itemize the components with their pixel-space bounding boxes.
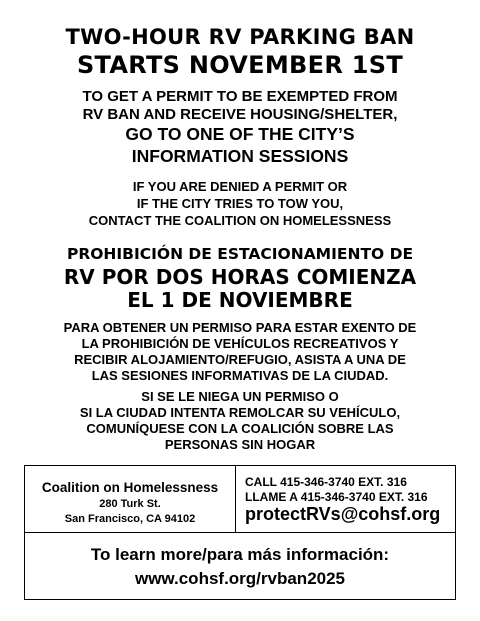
contact-email: protectRVs@cohsf.org (245, 504, 441, 524)
permit-en-line-2: RV BAN AND RECEIVE HOUSING/SHELTER, (82, 106, 398, 123)
learn-more-url: www.cohsf.org/rvban2025 (134, 569, 346, 588)
address-street: 280 Turk St. (99, 498, 161, 510)
phone-english: CALL 415-346-3740 EXT. 316 (245, 475, 407, 489)
contact-divider-horizontal (25, 532, 455, 533)
permit-es-line-3: RECIBIR ALOJAMIENTO/REFUGIO, ASISTA A UNA DE (74, 352, 406, 367)
permit-es-line-2: LA PROHIBICIÓN DE VEHÍCULOS RECREATIVOS Y (81, 336, 399, 351)
headline-es-line-2: RV POR DOS HORAS COMIENZA (63, 265, 417, 289)
denied-en-line-1: IF YOU ARE DENIED A PERMIT OR (132, 179, 348, 194)
phone-cell (245, 466, 455, 532)
headline-es-line-1: PROHIBICIÓN DE ESTACIONAMIENTO DE (66, 245, 414, 263)
headline-es-line-3: EL 1 DE NOVIEMBRE (127, 288, 353, 312)
permit-en-line-1: TO GET A PERMIT TO BE EXEMPTED FROM (82, 88, 398, 105)
denied-es-line-3: COMUNÍQUESE CON LA COALICIÓN SOBRE LAS (86, 421, 394, 436)
denied-en-line-3: CONTACT THE COALITION ON HOMELESSNESS (88, 213, 392, 228)
denied-es-line-4: PERSONAS SIN HOGAR (164, 437, 316, 452)
learn-more-label: To learn more/para más información: (90, 545, 390, 564)
phone-spanish: LLAME A 415-346-3740 EXT. 316 (245, 490, 428, 504)
denied-es-line-1: SI SE LE NIEGA UN PERMISO O (141, 389, 339, 404)
contact-divider-vertical (235, 466, 236, 532)
org-cell (25, 466, 235, 532)
permit-es-line-4: LAS SESIONES INFORMATIVAS DE LA CIUDAD. (91, 368, 389, 383)
headline-en-line-1: TWO-HOUR RV PARKING BAN (65, 25, 415, 49)
headline-en-line-2: STARTS NOVEMBER 1ST (76, 51, 404, 79)
denied-es-line-2: SI LA CIUDAD INTENTA REMOLCAR SU VEHÍCULO, (79, 405, 401, 420)
permit-es-line-1: PARA OBTENER UN PERMISO PARA ESTAR EXENTO DE (63, 320, 417, 335)
contact-box (24, 465, 456, 600)
org-name: Coalition on Homelessness (41, 480, 219, 495)
address-city: San Francisco, CA 94102 (64, 513, 196, 525)
denied-en-line-2: IF THE CITY TRIES TO TOW YOU, (136, 196, 344, 211)
permit-en-line-4: INFORMATION SESSIONS (131, 146, 349, 166)
permit-en-line-3: GO TO ONE OF THE CITY’S (125, 124, 355, 144)
